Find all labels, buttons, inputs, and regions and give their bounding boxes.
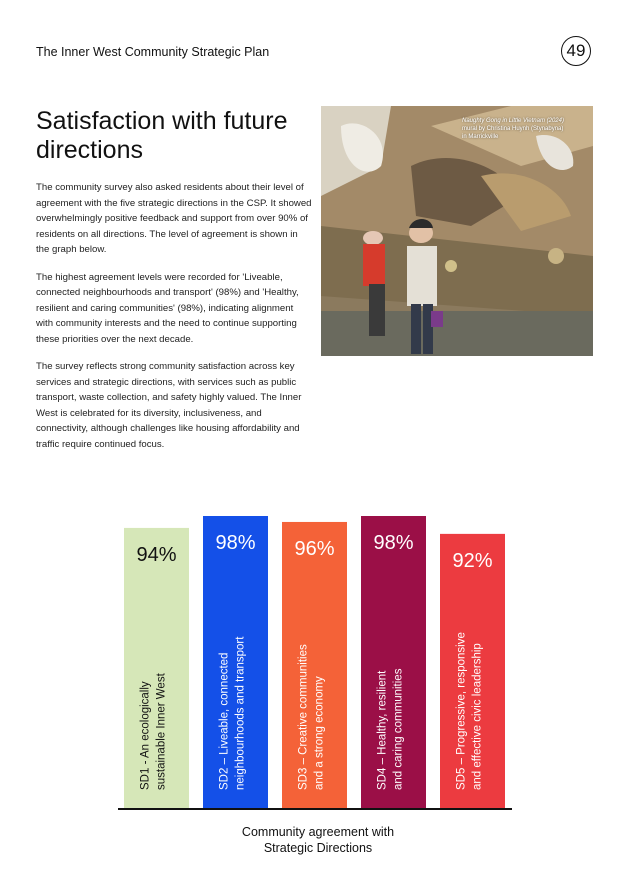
photo-caption-credit: mural by Christina Huynh (Stynabyna) <box>462 126 564 132</box>
agreement-bar-chart <box>0 500 628 880</box>
bar-category-label-sd3: SD3 – Creative communities <box>297 644 310 790</box>
page-header-title: The Inner West Community Strategic Plan <box>36 45 270 59</box>
agreement-chart <box>0 500 628 880</box>
bar-category-label-sd5: SD5 – Progressive, responsive <box>455 632 468 790</box>
mural-photo <box>321 106 593 356</box>
chart-title: Community agreement with <box>241 825 395 839</box>
page-title: Satisfaction with future directions <box>36 107 288 164</box>
bar-value-label-sd2: 98% <box>215 532 256 554</box>
paragraph-3: The survey reflects strong community satisfaction across key services and strategic directions, with services such as public transport, waste collection, and safety highly valued. The Inner West is celebrated for its diversity, inclusiveness, and connectivity, although challenges like housing affordability and traffic require continued focus. <box>36 361 302 450</box>
photo-caption <box>462 117 590 141</box>
bar-category-label-sd3: and a strong economy <box>313 676 326 790</box>
body-text <box>36 180 312 464</box>
bar-category-label-sd4: SD4 – Healthy, resilient <box>376 670 389 790</box>
photo-caption-title: Naughty Gong in Little Vietnam (2024) <box>462 118 564 124</box>
bar-category-label-sd4: and caring communities <box>392 668 405 790</box>
bar-category-label-sd5: and effective civic leadership <box>471 643 484 790</box>
paragraph-1: The community survey also asked residents about their level of agreement with the five strategic directions in the CSP. It showed overwhelmingly positive feedback and support from over 90% of residents on all directions. The level of agreement is shown in the graph below. <box>36 182 312 255</box>
page-number-badge <box>561 36 591 66</box>
photo-caption-location: in Marrickville <box>462 134 499 140</box>
bar-value-label-sd1: 94% <box>136 543 177 566</box>
paragraph-2: The highest agreement levels were recorded for 'Liveable, connected neighbourhoods and transport' (98%) and 'Healthy, resilient and caring communities' (98%), indicating alignment with community interests and the need to continue supporting these priorities over the next decade. <box>36 271 299 345</box>
bar-category-label-sd2: neighbourhoods and transport <box>234 636 247 790</box>
bar-category-label-sd1: sustainable Inner West <box>155 673 168 790</box>
chart-title: Strategic Directions <box>263 841 373 855</box>
bar-value-label-sd5: 92% <box>452 549 493 572</box>
bar-value-label-sd3: 96% <box>294 537 335 560</box>
mural-photo-illustration <box>321 106 593 356</box>
bar-category-label-sd2: SD2 – Liveable, connected <box>218 652 231 790</box>
page-number: 49 <box>566 41 586 60</box>
bar-category-label-sd1: SD1 - An ecologically <box>139 681 152 790</box>
bar-value-label-sd4: 98% <box>373 532 414 554</box>
